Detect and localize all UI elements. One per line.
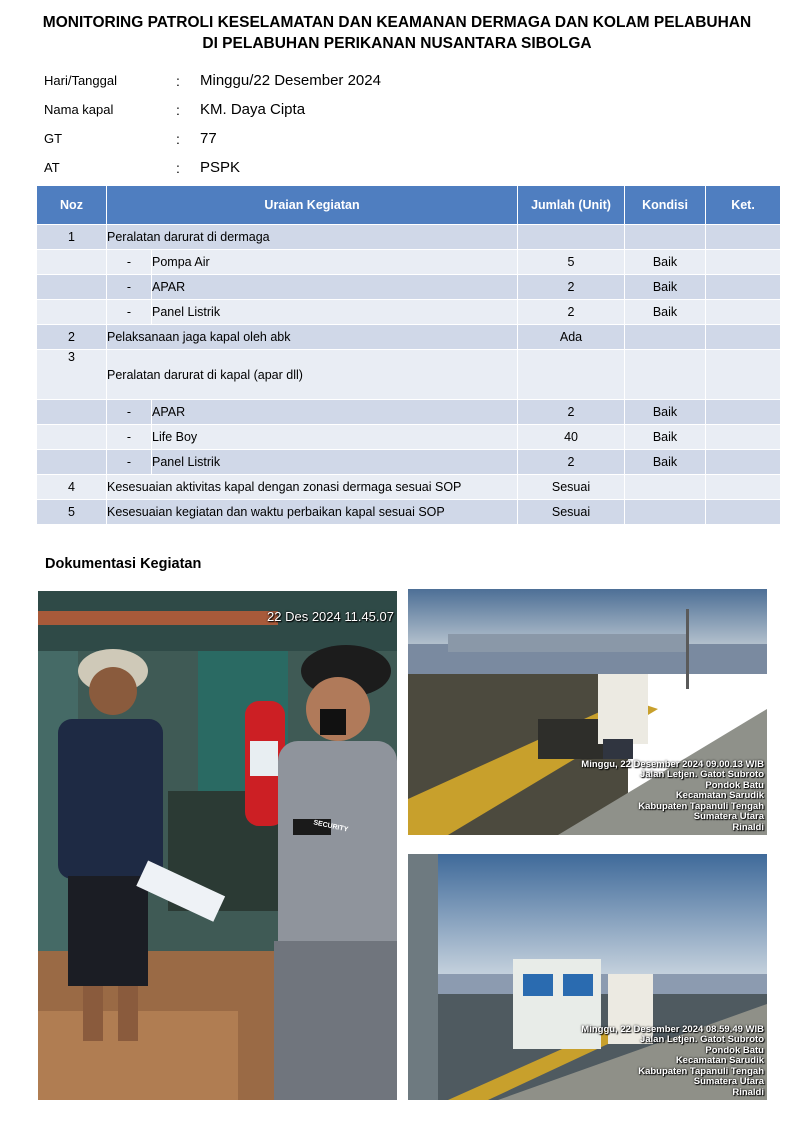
row-item: Panel Listrik <box>152 300 518 325</box>
table-row <box>37 350 781 400</box>
row-dash: - <box>107 275 152 300</box>
photo-ship-inspection <box>38 591 397 1100</box>
table-row <box>37 500 781 525</box>
row-quantity: Sesuai <box>518 475 625 500</box>
row-dash: - <box>107 300 152 325</box>
row-condition: Baik <box>625 300 706 325</box>
table-row <box>37 300 781 325</box>
meta-label: GT <box>44 131 63 146</box>
row-condition: Baik <box>625 400 706 425</box>
row-description: Peralatan darurat di dermaga <box>107 225 518 250</box>
title-line-1: MONITORING PATROLI KESELAMATAN DAN KEAMANAN DERMAGA DAN KOLAM PELABUHAN <box>42 14 752 31</box>
row-description: Pelaksanaan jaga kapal oleh abk <box>107 325 518 350</box>
header-quantity: Jumlah (Unit) <box>518 186 625 225</box>
meta-row-date <box>44 66 464 95</box>
row-item: Life Boy <box>152 425 518 450</box>
header-condition: Kondisi <box>625 186 706 225</box>
row-quantity: 2 <box>518 400 625 425</box>
header-description: Uraian Kegiatan <box>107 186 518 225</box>
meta-colon: : <box>176 159 180 176</box>
stamp-line: Pondok Batu <box>705 1044 764 1056</box>
stamp-line: Sumatera Utara <box>693 1076 764 1087</box>
table-row <box>37 250 781 275</box>
meta-colon: : <box>176 72 180 89</box>
photo-3-stamp <box>581 1025 764 1099</box>
row-description: Kesesuaian kegiatan dan waktu perbaikan kapal sesuai SOP <box>107 500 518 525</box>
row-quantity: 2 <box>518 450 625 475</box>
row-number: 3 <box>37 350 107 400</box>
meta-colon: : <box>176 101 180 118</box>
row-quantity: 2 <box>518 300 625 325</box>
security-badge: SECURITY <box>312 819 349 834</box>
row-quantity: Ada <box>518 325 625 350</box>
stamp-line: Sumatera Utara <box>693 811 764 822</box>
row-item: APAR <box>152 400 518 425</box>
meta-row-at <box>44 153 464 182</box>
meta-label: AT <box>44 160 60 175</box>
header-note: Ket. <box>706 186 781 225</box>
row-condition: Baik <box>625 425 706 450</box>
row-description: Kesesuaian aktivitas kapal dengan zonasi dermaga sesuai SOP <box>107 475 518 500</box>
row-number: 2 <box>37 325 107 350</box>
row-number: 1 <box>37 225 107 250</box>
table-row <box>37 325 781 350</box>
meta-row-ship <box>44 95 464 124</box>
photo-dock-pump <box>408 589 767 835</box>
stamp-line: Kabupaten Tapanuli Tengah <box>638 1065 764 1077</box>
row-item: APAR <box>152 275 518 300</box>
table-row <box>37 450 781 475</box>
row-condition: Baik <box>625 450 706 475</box>
meta-info <box>44 66 464 182</box>
row-condition: Baik <box>625 250 706 275</box>
row-quantity: 40 <box>518 425 625 450</box>
stamp-line: Minggu, 22 Desember 2024 08.59.49 WIB <box>581 1023 764 1035</box>
meta-label: Hari/Tanggal <box>44 73 117 88</box>
documentation-title: Dokumentasi Kegiatan <box>45 556 202 572</box>
stamp-line: Rinaldi <box>732 821 764 833</box>
row-description: Peralatan darurat di kapal (apar dll) <box>107 350 518 400</box>
row-quantity: 5 <box>518 250 625 275</box>
table-row <box>37 275 781 300</box>
row-number: 4 <box>37 475 107 500</box>
row-dash: - <box>107 425 152 450</box>
row-condition: Baik <box>625 275 706 300</box>
photo-ship-inspection-image <box>38 591 397 1100</box>
stamp-line: Kecamatan Sarudik <box>675 790 764 801</box>
stamp-line: Jalan Letjen. Gatot Subroto <box>639 769 764 780</box>
stamp-line: Kecamatan Sarudik <box>675 1055 764 1066</box>
table-header <box>37 186 781 225</box>
header-no: Noz <box>37 186 107 225</box>
stamp-line: Jalan Letjen. Gatot Subroto <box>639 1034 764 1045</box>
row-dash: - <box>107 400 152 425</box>
photo-2-stamp <box>581 760 764 834</box>
table-row <box>37 225 781 250</box>
photo-dock-dispenser <box>408 854 767 1100</box>
meta-label: Nama kapal <box>44 102 114 117</box>
meta-value: KM. Daya Cipta <box>200 101 306 118</box>
title-line-2: DI PELABUHAN PERIKANAN NUSANTARA SIBOLGA <box>202 35 592 52</box>
stamp-line: Pondok Batu <box>705 779 764 791</box>
photo-1-timestamp: 22 Des 2024 11.45.07 <box>267 609 394 624</box>
meta-value: Minggu/22 Desember 2024 <box>200 72 381 89</box>
table-row <box>37 475 781 500</box>
meta-colon: : <box>176 130 180 147</box>
stamp-line: Minggu, 22 Desember 2024 09.00.13 WIB <box>581 758 764 770</box>
row-dash: - <box>107 450 152 475</box>
row-quantity: 2 <box>518 275 625 300</box>
document-title <box>0 12 794 54</box>
table-row <box>37 425 781 450</box>
meta-row-gt <box>44 124 464 153</box>
activity-table <box>36 185 781 525</box>
stamp-line: Rinaldi <box>732 1086 764 1098</box>
row-number: 5 <box>37 500 107 525</box>
row-item: Pompa Air <box>152 250 518 275</box>
meta-value: PSPK <box>200 159 241 176</box>
table-row <box>37 400 781 425</box>
meta-value: 77 <box>200 130 217 147</box>
stamp-line: Kabupaten Tapanuli Tengah <box>638 800 764 812</box>
row-item: Panel Listrik <box>152 450 518 475</box>
row-quantity: Sesuai <box>518 500 625 525</box>
row-dash: - <box>107 250 152 275</box>
